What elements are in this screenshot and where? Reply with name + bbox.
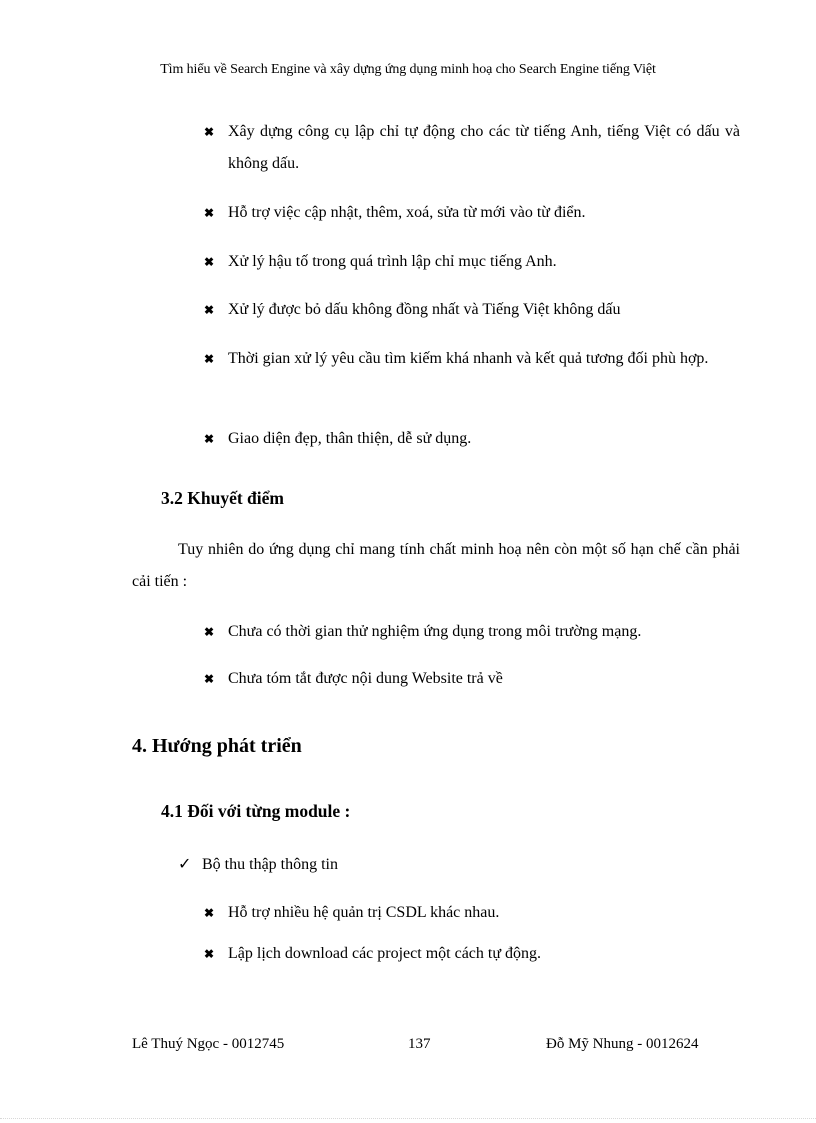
cross-bullet-icon: ✖ — [204, 206, 215, 220]
section-heading-4: 4. Hướng phát triển — [132, 735, 302, 757]
module-item — [178, 854, 338, 874]
list-item-text: Chưa có thời gian thử nghiệm ứng dụng trong môi trường mạng. — [228, 623, 642, 640]
list-item — [204, 663, 740, 695]
list-item — [204, 246, 740, 278]
checkmark-icon: ✓ — [178, 856, 192, 873]
list-item-text: Hỗ trợ việc cập nhật, thêm, xoá, sửa từ mới vào từ điển. — [228, 204, 586, 221]
list-item-text: Lập lịch download các project một cách tự động. — [228, 945, 542, 962]
cross-bullet-icon: ✖ — [204, 432, 215, 446]
cross-bullet-icon: ✖ — [204, 352, 215, 366]
section-heading-4-1: 4.1 Đối với từng module : — [161, 801, 351, 821]
section-heading-3-2: 3.2 Khuyết điểm — [161, 488, 284, 508]
list-item — [204, 343, 740, 375]
list-item — [204, 116, 740, 180]
footer-author-right: Đỗ Mỹ Nhung - 0012624 — [546, 1036, 699, 1052]
cross-bullet-icon: ✖ — [204, 255, 215, 269]
section-paragraph — [132, 534, 740, 598]
footer-author-left: Lê Thuý Ngọc - 0012745 — [132, 1036, 285, 1052]
list-item-text: Hỗ trợ nhiều hệ quản trị CSDL khác nhau. — [228, 904, 500, 921]
list-item — [204, 197, 740, 229]
list-item-text: Thời gian xử lý yêu cầu tìm kiếm khá nhanh và kết quả tương đối phù hợp. — [228, 350, 709, 367]
cross-bullet-icon: ✖ — [204, 303, 215, 317]
cross-bullet-icon: ✖ — [204, 947, 215, 961]
list-item-text: Chưa tóm tắt được nội dung Website trả về — [228, 670, 503, 687]
list-item — [204, 423, 740, 455]
list-item — [204, 294, 740, 326]
list-item — [204, 616, 740, 648]
page-edge-divider — [0, 1118, 816, 1119]
list-item-text: Xử lý được bỏ dấu không đồng nhất và Tiếng Việt không dấu — [228, 301, 621, 318]
list-item-text: Giao diện đẹp, thân thiện, dễ sử dụng. — [228, 430, 472, 447]
page-header: Tìm hiểu về Search Engine và xây dựng ứng dụng minh hoạ cho Search Engine tiếng Việt — [160, 62, 656, 77]
page-number: 137 — [408, 1036, 431, 1052]
list-item-text: Xây dựng công cụ lập chỉ tự động cho các từ tiếng Anh, tiếng Việt có dấu và không dấu. — [228, 123, 740, 172]
cross-bullet-icon: ✖ — [204, 625, 215, 639]
module-label: Bộ thu thập thông tin — [202, 856, 338, 873]
list-item — [204, 938, 740, 970]
cross-bullet-icon: ✖ — [204, 906, 215, 920]
list-item-text: Xử lý hậu tố trong quá trình lập chỉ mục tiếng Anh. — [228, 253, 557, 270]
cross-bullet-icon: ✖ — [204, 672, 215, 686]
list-item — [204, 897, 740, 929]
paragraph-text: Tuy nhiên do ứng dụng chỉ mang tính chất minh hoạ nên còn một số hạn chế cần phải cải tiến : — [132, 541, 740, 590]
cross-bullet-icon: ✖ — [204, 125, 215, 139]
